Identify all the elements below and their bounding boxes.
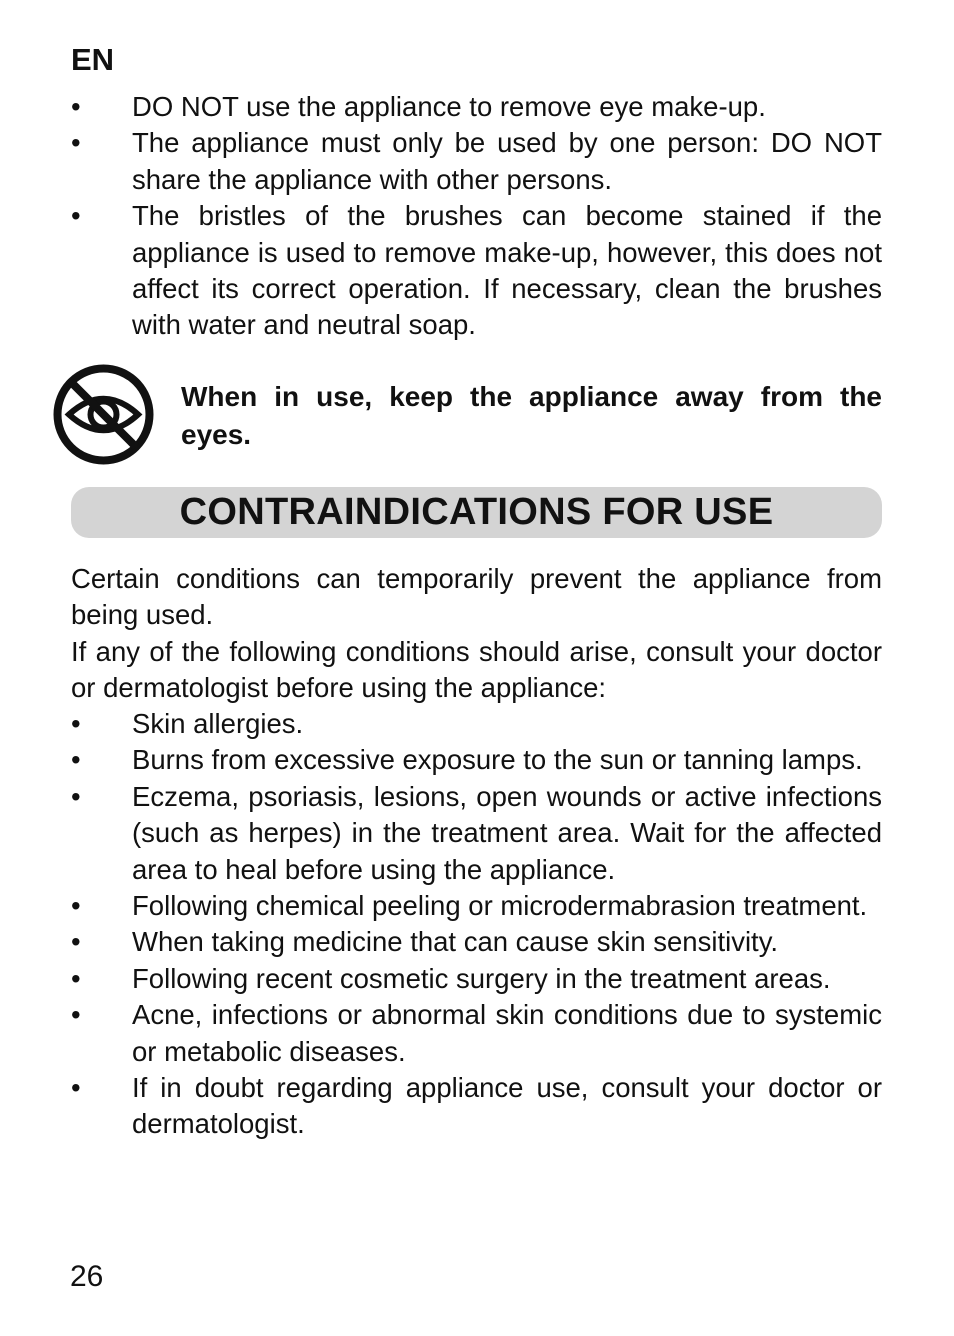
list-item bbox=[71, 961, 882, 997]
list-item-text: When taking medicine that can cause skin sensitivity. bbox=[132, 926, 779, 958]
list-item bbox=[71, 924, 882, 960]
intro-paragraph: Certain conditions can temporarily prevent the appliance from being used. bbox=[71, 563, 882, 631]
list-item-text: Following chemical peeling or microdermabrasion treatment. bbox=[132, 890, 868, 922]
consult-paragraph: If any of the following conditions should arise, consult your doctor or dermatologist before using the appliance: bbox=[71, 636, 882, 704]
bullet-icon: • bbox=[71, 926, 81, 958]
list-item-text: DO NOT use the appliance to remove eye make-up. bbox=[132, 91, 766, 122]
list-item-text: If in doubt regarding appliance use, consult your doctor or dermatologist. bbox=[132, 1072, 882, 1140]
bullet-icon: • bbox=[71, 127, 81, 159]
list-item bbox=[71, 706, 882, 742]
bullet-icon: • bbox=[71, 962, 81, 994]
list-item-text: The bristles of the brushes can become stained if the appliance is used to remove make-up, however, this does not affect its correct operation. If necessary, clean the brushes with water and neutral soap. bbox=[132, 200, 882, 341]
list-item bbox=[71, 779, 882, 888]
safety-bullet-list bbox=[71, 89, 882, 344]
bullet-icon: • bbox=[71, 999, 81, 1031]
section-title: CONTRAINDICATIONS FOR USE bbox=[179, 491, 774, 533]
list-item bbox=[71, 125, 882, 198]
list-item bbox=[71, 997, 882, 1070]
list-item bbox=[71, 1070, 882, 1143]
eye-warning-text: When in use, keep the appliance away from the eyes. bbox=[181, 381, 882, 450]
bullet-icon: • bbox=[71, 890, 81, 922]
list-item bbox=[71, 742, 882, 778]
list-item-text: Burns from excessive exposure to the sun or tanning lamps. bbox=[132, 744, 863, 776]
bullet-icon: • bbox=[71, 200, 81, 232]
language-label: EN bbox=[71, 42, 115, 77]
list-item bbox=[71, 888, 882, 924]
bullet-icon: • bbox=[71, 780, 81, 812]
bullet-icon: • bbox=[71, 1072, 81, 1104]
list-item-text: Eczema, psoriasis, lesions, open wounds or active infections (such as herpes) in the treatment area. Wait for the affected area to heal before using the appliance. bbox=[132, 780, 882, 885]
no-eyes-icon bbox=[52, 363, 155, 466]
list-item-text: The appliance must only be used by one person: DO NOT share the appliance with other persons. bbox=[132, 127, 882, 195]
contraindication-list bbox=[71, 706, 882, 1143]
page-number: 26 bbox=[70, 1260, 104, 1293]
list-item-text: Acne, infections or abnormal skin conditions due to systemic or metabolic diseases. bbox=[132, 999, 882, 1067]
bullet-icon: • bbox=[71, 744, 81, 776]
list-item bbox=[71, 198, 882, 344]
list-item bbox=[71, 89, 882, 125]
bullet-icon: • bbox=[71, 91, 81, 122]
section-banner bbox=[71, 487, 882, 538]
list-item-text: Following recent cosmetic surgery in the treatment areas. bbox=[132, 962, 831, 994]
bullet-icon: • bbox=[71, 708, 81, 739]
list-item-text: Skin allergies. bbox=[132, 708, 304, 739]
